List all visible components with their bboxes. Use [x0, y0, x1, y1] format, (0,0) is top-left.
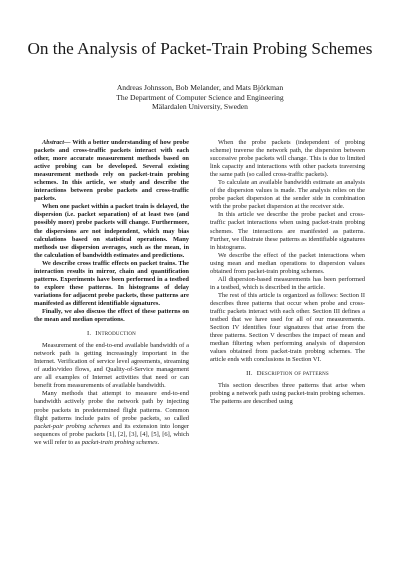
author-department: The Department of Computer Science and Engineering	[116, 92, 284, 102]
intro-paragraph-6: We describe the effect of the packet interactions when using mean and median operations to dispersion values obtained from packet-train probing schemes.	[210, 251, 365, 275]
intro-paragraph-2	[34, 390, 189, 446]
intro-paragraph-4: To calculate an available bandwidth estimate an analysis of the dispersion values is made. The analysis relies on the probe packet dispersion at the sender side in combination with the probe packet dispersion at the receiver side.	[210, 179, 365, 211]
paper-title: On the Analysis of Packet-Train Probing Schemes	[27, 39, 373, 58]
intro-paragraph-2-part-c: and its extension into longer sequences of probe packets [1], [2], [3], [4], [5], [6], which we will refer to as	[34, 422, 190, 446]
term-packet-train: packet-train probing schemes	[81, 438, 158, 446]
section-1-number: I.	[87, 330, 92, 338]
intro-paragraph-2-part-a: Many methods that attempt to measure end-to-end bandwidth actively probe the network path by injecting probe packets in predetermined flight patterns. Common flight patterns include pairs of probe packets, so called	[34, 390, 189, 422]
patterns-paragraph-1: This section describes three patterns that arise when probing a network path using packet-train probing schemes. The patterns are described using	[210, 382, 365, 406]
left-column	[34, 139, 189, 447]
section-1-title: Introduction	[95, 330, 136, 338]
section-2-number: II.	[246, 370, 253, 378]
author-block	[20, 83, 380, 112]
intro-paragraph-1: Measurement of the end-to-end available bandwidth of a network path is getting increasingly important in the Internet. Verification of service level agreements, streaming of audio/video flows, and Quality-of-Service management are all examples of Internet activities that need or can benefit from measurements of available bandwidth.	[34, 342, 189, 390]
section-2-title: Description of patterns	[256, 370, 329, 378]
intro-paragraph-5: In this article we describe the probe packet and cross-traffic packet interactions when using packet-train probing schemes. The interactions are manifested as patterns. Further, we illustrate these patterns as identifiable signatures in histograms.	[210, 211, 365, 251]
abstract-paragraph-1	[34, 139, 189, 203]
right-column	[210, 139, 365, 407]
term-packet-pair: packet-pair probing schemes	[34, 422, 110, 430]
abstract-paragraph-2: When one packet within a packet train is delayed, the dispersion (i.e. packet separation) of at least two (and possibly more) probe packets will change. Furthermore, the dispersions are not independent, which may bias calculations based on statistical operations. Many methods use dispersion averages, such as the mean, in the calculation of bandwidth estimates and predictions.	[34, 203, 189, 259]
section-1-heading	[34, 330, 189, 338]
intro-paragraph-7: All dispersion-based measurements has been performed in a testbed, which is described in the article.	[210, 275, 365, 291]
abstract-lead: Abstract	[42, 139, 65, 146]
section-2-heading	[210, 370, 365, 378]
intro-paragraph-8: The rest of this article is organized as follows: Section II describes three patterns that occur when probe and cross-traffic packets interact with each other. Section III defines a testbed that we have used for all of our measurements. Section IV identifies four signatures that arise from the three patterns. Section V describes the impact of mean and median filtering when performing analysis of dispersion values obtained from packet-train probing schemes. The article ends with conclusions in Section VI.	[210, 291, 365, 364]
abstract-text-1: With a better understanding of how probe packets and cross-traffic packets interact with each other, more accurate measurement methods based on active probing can be developed. Several existing measurement methods rely on packet-train probing schemes. In this article, we study and describe the interactions between probe packets and cross-traffic packets.	[34, 139, 190, 203]
intro-paragraph-2-part-e: .	[157, 438, 160, 446]
author-university: Mälardalen University, Sweden	[152, 102, 248, 112]
abstract-paragraph-3: We describe cross traffic effects on packet trains. The interaction results in mirror, chain and quantification patterns. Experiments have been performed in a testbed to explore these patterns. In histograms of delay variations for adjacent probe packets, these patterns are manifested as different identifiable signatures.	[34, 259, 189, 307]
intro-paragraph-3: When the probe packets (independent of probing scheme) traverse the network path, the dispersion between successive probe packets will change. This is due to limited link capacity and interactions with other packets traversing the same path (so called cross-traffic packets).	[210, 139, 365, 179]
author-names: Andreas Johnsson, Bob Melander, and Mats Björkman	[116, 83, 284, 92]
abstract-dash: —	[64, 139, 73, 146]
abstract-paragraph-4: Finally, we also discuss the effect of these patterns on the mean and median operations.	[34, 307, 189, 324]
